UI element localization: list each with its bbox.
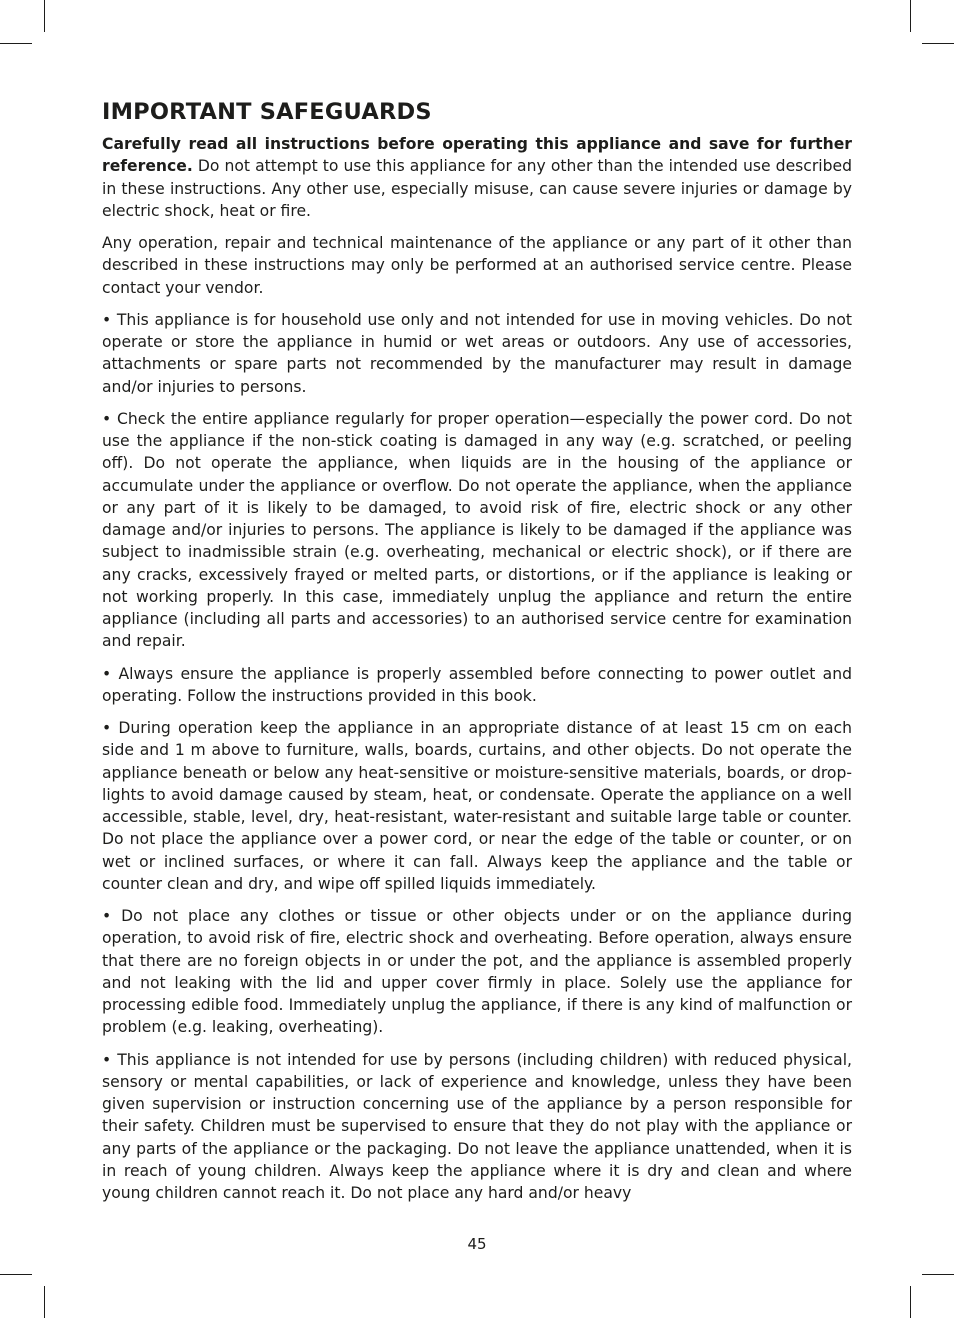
paragraph-distance: • During operation keep the appliance in an appropriate distance of at least 15 cm on each side and 1 m above to furniture, walls, boards, curtains, and other objects. Do not operate the appliance beneath or below any heat-sensitive or moisture-sensitive materials, boards, or drop-lights to avoid damage caused by steam, heat, or condensate. Operate the appliance on a well accessible, stable, level, dry, heat-resistant, water-resistant and suitable large table or counter. Do not place the appliance over a power cord, or near the edge of the table or counter, or on wet or inclined surfaces, or where it can fall. Always keep the appliance and the table or counter clean and dry, and wipe off spilled liquids immediately.: [102, 719, 852, 893]
crop-mark-bottom-right-vertical: [910, 1286, 911, 1318]
intro-paragraph: [102, 133, 852, 222]
page-title: IMPORTANT SAFEGUARDS: [102, 99, 432, 125]
paragraph-household-use: • This appliance is for household use only and not intended for use in moving vehicles. Do not operate or store the appliance in humid or wet areas or outdoors. Any use of accessories, attachments or spare parts not recommended by the manufacturer may result in damage and/or injuries to persons.: [102, 310, 852, 396]
paragraph-foreign-objects: • Do not place any clothes or tissue or other objects under or on the appliance during operation, to avoid risk of fire, electric shock and overheating. Before operation, always ensure that there are no foreign objects in or under the pot, and the appliance is assembled properly and not leaking with the lid and upper cover firmly in place. Solely use the appliance for processing edible food. Immediately unplug the appliance, if there is any kind of malfunction or problem (e.g. leaking, overheating).: [102, 907, 852, 1037]
document-page: [102, 97, 852, 1214]
crop-mark-bottom-left-vertical: [44, 1286, 45, 1318]
crop-mark-top-left-horizontal: [0, 43, 32, 44]
intro-bold-lead: Carefully read all instructions before operating this appliance and save for further reference.: [102, 135, 852, 176]
intro-text: Do not attempt to use this appliance for any other than the intended use described in these instructions. Any other use, especially misuse, can cause severe injuries or damage by electric shock, heat or fire.: [102, 157, 852, 220]
paragraph-children: • This appliance is not intended for use by persons (including children) with reduced physical, sensory or mental capabilities, or lack of experience and knowledge, unless they have been given supervision or instruction concerning use of the appliance by a person responsible for their safety. Children must be supervised to ensure that they do not play with the appliance or any parts of the appliance or the packaging. Do not leave the appliance unattended, when it is in reach of young children. Always keep the appliance where it is dry and clean and where young children cannot reach it. Do not place any hard and/or heavy: [102, 1050, 852, 1202]
crop-mark-top-right-vertical: [910, 0, 911, 32]
crop-mark-bottom-left-horizontal: [0, 1274, 32, 1275]
paragraph-service: Any operation, repair and technical maintenance of the appliance or any part of it other than described in these instructions may only be performed at an authorised service centre. Please contact your vendor.: [102, 234, 852, 297]
crop-mark-bottom-right-horizontal: [922, 1274, 954, 1275]
crop-mark-top-left-vertical: [44, 0, 45, 32]
page-number: 45: [467, 1235, 487, 1253]
crop-mark-top-right-horizontal: [922, 43, 954, 44]
paragraph-check-appliance: • Check the entire appliance regularly for proper operation—especially the power cord. Do not use the appliance if the non-stick coating is damaged in any way (e.g. scratched, or peeling off). Do not operate the appliance, when liquids are in the housing of the appliance or accumulate under the appliance or overflow. Do not operate the appliance, when the appliance or any part of it is likely to be damaged, to avoid risk of fire, electric shock or any other damage and/or injuries to persons. The appliance is likely to be damaged if the appliance was subject to inadmissible strain (e.g. overheating, mechanical or electric shock), or if there are any cracks, excessively frayed or melted parts, or distortions, or if the appliance is leaking or not working properly. In this case, immediately unplug the appliance and return the entire appliance (including all parts and accessories) to an authorised service centre for examination and repair.: [102, 409, 852, 651]
paragraph-assembly: • Always ensure the appliance is properly assembled before connecting to power outlet and operating. Follow the instructions provided in this book.: [102, 664, 852, 705]
